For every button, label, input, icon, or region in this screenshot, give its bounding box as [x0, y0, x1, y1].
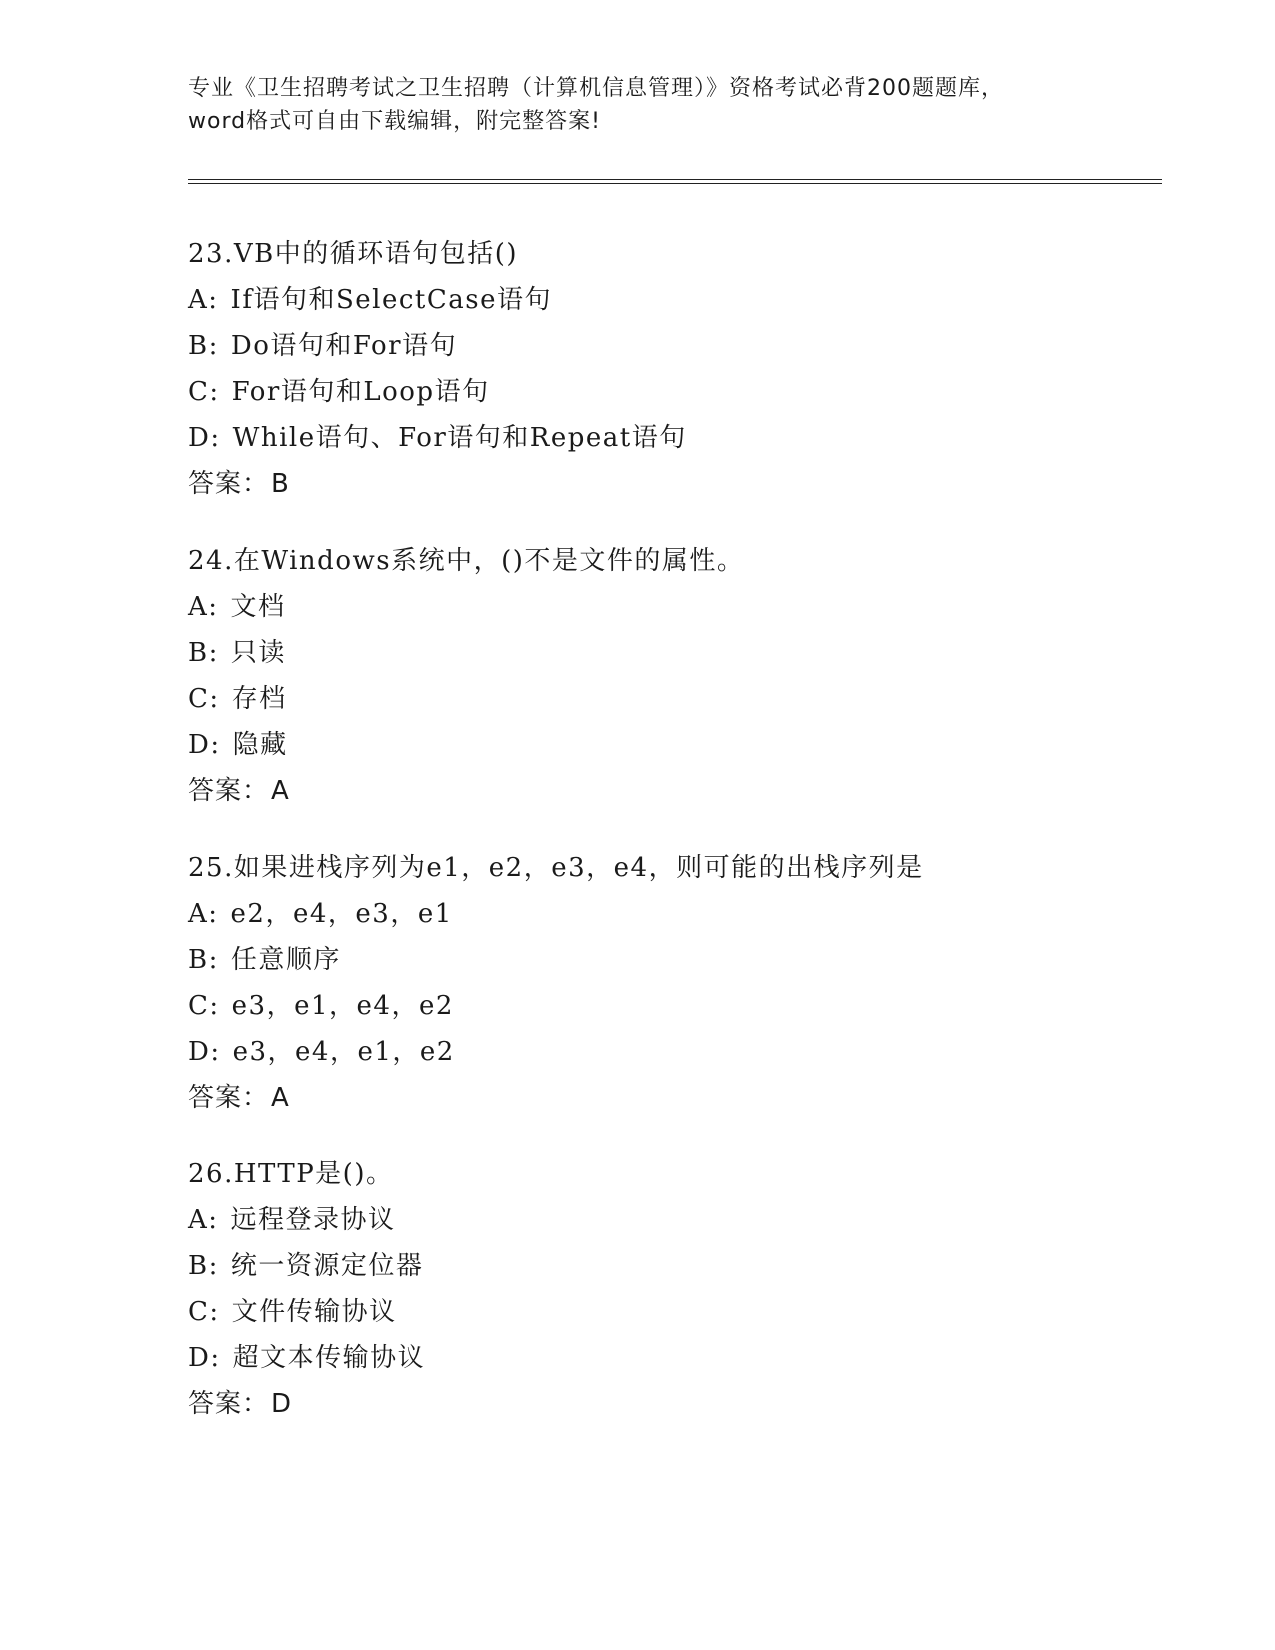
answer-value: D	[271, 1389, 293, 1419]
question-stem: 26.HTTP是()。	[188, 1159, 394, 1189]
option-letter: A:	[188, 1205, 219, 1235]
option-letter: C:	[188, 1297, 220, 1327]
option-b	[188, 630, 1148, 676]
answer-label: 答案：	[188, 1389, 270, 1419]
answer-value: B	[271, 469, 290, 499]
header-divider-bottom	[188, 183, 1162, 184]
option-text: 存档	[231, 684, 287, 714]
option-d	[188, 722, 1148, 768]
option-text: e3，e4，e1，e2	[232, 1037, 455, 1067]
option-a	[188, 584, 1148, 630]
option-letter: B:	[188, 638, 219, 668]
option-text: 隐藏	[232, 730, 288, 760]
option-letter: A:	[188, 899, 219, 929]
option-letter: C:	[188, 377, 220, 407]
option-letter: D:	[188, 730, 221, 760]
option-c	[188, 1289, 1148, 1335]
answer-value: A	[271, 776, 290, 806]
option-c	[188, 676, 1148, 722]
option-letter: A:	[188, 285, 219, 315]
question-23	[188, 231, 1148, 507]
question-25	[188, 845, 1148, 1121]
answer-label: 答案：	[188, 776, 270, 806]
option-letter: B:	[188, 1251, 219, 1281]
header-line-2: word格式可自由下载编辑，附完整答案!	[188, 109, 601, 134]
question-24	[188, 538, 1148, 814]
answer-value: A	[271, 1083, 290, 1113]
answer-label: 答案：	[188, 1083, 270, 1113]
option-text: 文档	[230, 592, 286, 622]
question-stem: 24.在Windows系统中，()不是文件的属性。	[188, 546, 745, 576]
option-b	[188, 1243, 1148, 1289]
header-line-1: 专业《卫生招聘考试之卫生招聘（计算机信息管理）》资格考试必背200题题库，	[188, 76, 1004, 101]
option-text: 文件传输协议	[231, 1297, 397, 1327]
question-26	[188, 1151, 1148, 1427]
answer-line	[188, 1381, 1148, 1427]
option-letter: C:	[188, 991, 220, 1021]
option-c	[188, 369, 1148, 415]
option-d	[188, 415, 1148, 461]
option-letter: A:	[188, 592, 219, 622]
option-letter: D:	[188, 1037, 221, 1067]
option-text: Do语句和For语句	[230, 331, 458, 361]
option-letter: C:	[188, 684, 220, 714]
option-text: 只读	[230, 638, 286, 668]
answer-line	[188, 768, 1148, 814]
option-text: e2，e4，e3，e1	[230, 899, 453, 929]
answer-line	[188, 461, 1148, 507]
header-divider-top	[188, 179, 1162, 180]
question-stem: 25.如果进栈序列为e1，e2，e3，e4，则可能的出栈序列是	[188, 853, 924, 883]
option-a	[188, 891, 1148, 937]
answer-line	[188, 1075, 1148, 1121]
option-c	[188, 983, 1148, 1029]
option-d	[188, 1029, 1148, 1075]
option-a	[188, 1197, 1148, 1243]
option-text: If语句和SelectCase语句	[230, 285, 552, 315]
option-text: 任意顺序	[230, 945, 341, 975]
option-b	[188, 323, 1148, 369]
option-text: For语句和Loop语句	[231, 377, 490, 407]
option-d	[188, 1335, 1148, 1381]
option-text: 统一资源定位器	[230, 1251, 424, 1281]
option-letter: D:	[188, 423, 221, 453]
document-header	[188, 72, 1088, 138]
option-a	[188, 277, 1148, 323]
option-text: e3，e1，e4，e2	[231, 991, 454, 1021]
question-stem: 23.VB中的循环语句包括()	[188, 239, 519, 269]
option-letter: D:	[188, 1343, 221, 1373]
option-text: 超文本传输协议	[232, 1343, 426, 1373]
option-text: While语句、For语句和Repeat语句	[232, 423, 687, 453]
option-letter: B:	[188, 945, 219, 975]
option-b	[188, 937, 1148, 983]
answer-label: 答案：	[188, 469, 270, 499]
option-letter: B:	[188, 331, 219, 361]
option-text: 远程登录协议	[230, 1205, 396, 1235]
